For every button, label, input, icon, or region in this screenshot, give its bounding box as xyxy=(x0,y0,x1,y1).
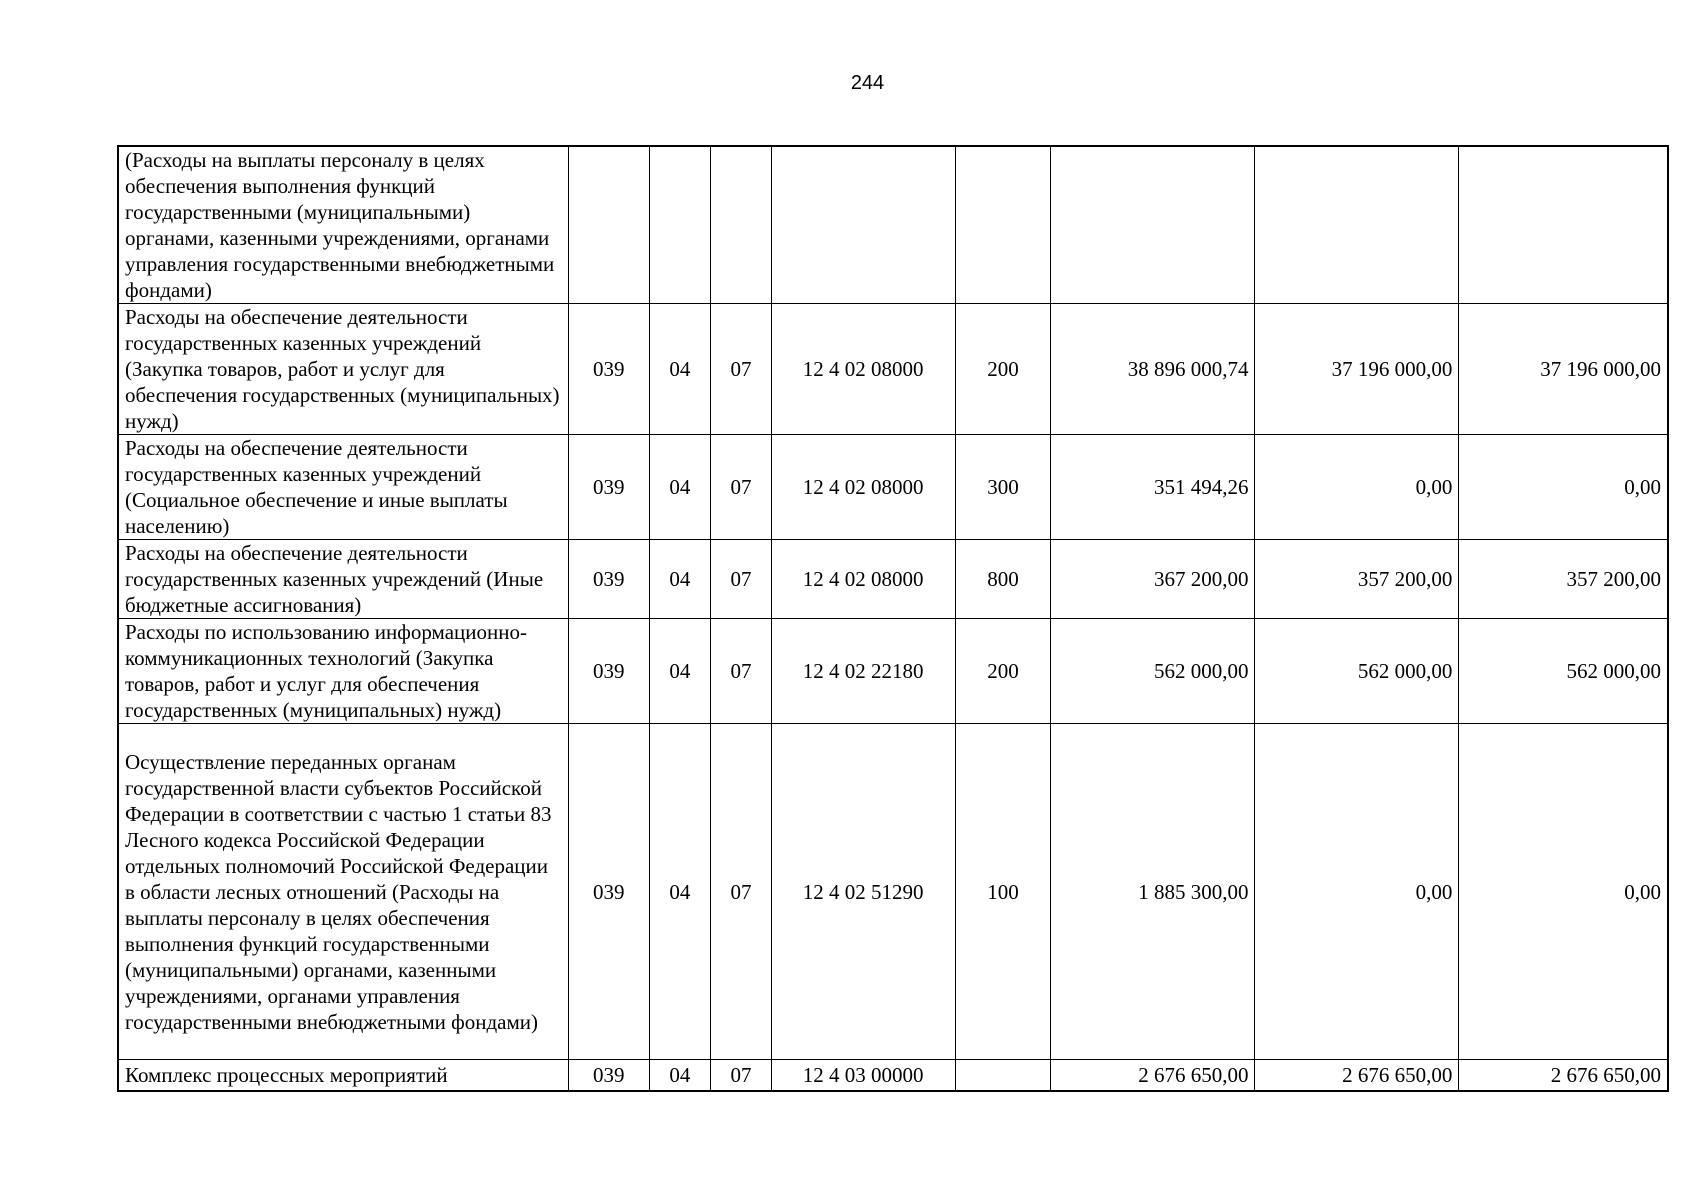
amount-year-1-cell: 2 676 650,00 xyxy=(1051,1060,1255,1091)
amount-year-1-cell: 562 000,00 xyxy=(1051,619,1255,724)
table-row xyxy=(118,146,1668,304)
amount-year-2-cell: 37 196 000,00 xyxy=(1255,304,1459,435)
expense-type-cell xyxy=(955,146,1051,304)
ministry-code-cell: 039 xyxy=(568,724,649,1060)
subsection-code-cell: 07 xyxy=(711,724,772,1060)
amount-year-3-cell xyxy=(1459,146,1668,304)
page-number: 244 xyxy=(850,72,885,94)
budget-table xyxy=(117,145,1669,1092)
ministry-code-cell: 039 xyxy=(568,435,649,540)
target-article-cell: 12 4 02 22180 xyxy=(771,619,955,724)
section-code-cell xyxy=(649,146,711,304)
expense-type-cell: 300 xyxy=(955,435,1051,540)
amount-year-2-cell: 562 000,00 xyxy=(1255,619,1459,724)
subsection-code-cell: 07 xyxy=(711,619,772,724)
amount-year-1-cell xyxy=(1051,146,1255,304)
amount-year-2-cell xyxy=(1255,146,1459,304)
section-code-cell: 04 xyxy=(649,304,711,435)
expense-type-cell: 100 xyxy=(955,724,1051,1060)
row-name-cell: Расходы на обеспечение деятельности государственных казенных учреждений (Иные бюджетные ассигнования) xyxy=(118,540,568,619)
section-code-cell: 04 xyxy=(649,724,711,1060)
amount-year-2-cell: 357 200,00 xyxy=(1255,540,1459,619)
target-article-cell: 12 4 02 08000 xyxy=(771,435,955,540)
amount-year-2-cell: 0,00 xyxy=(1255,435,1459,540)
table-row xyxy=(118,724,1668,1060)
section-code-cell: 04 xyxy=(649,1060,711,1091)
amount-year-2-cell: 2 676 650,00 xyxy=(1255,1060,1459,1091)
subsection-code-cell: 07 xyxy=(711,304,772,435)
section-code-cell: 04 xyxy=(649,540,711,619)
expense-type-cell xyxy=(955,1060,1051,1091)
table-row xyxy=(118,304,1668,435)
target-article-cell: 12 4 02 08000 xyxy=(771,540,955,619)
table-row xyxy=(118,540,1668,619)
amount-year-1-cell: 351 494,26 xyxy=(1051,435,1255,540)
amount-year-2-cell: 0,00 xyxy=(1255,724,1459,1060)
row-name-cell: Расходы на обеспечение деятельности государственных казенных учреждений (Социальное обеспечение и иные выплаты населению) xyxy=(118,435,568,540)
row-name-cell: (Расходы на выплаты персоналу в целях обеспечения выполнения функций государственными (муниципальными) органами, казенными учреждениями, органами управления государственными внебюджетными фондами) xyxy=(118,146,568,304)
amount-year-3-cell: 562 000,00 xyxy=(1459,619,1668,724)
budget-table-body xyxy=(118,146,1668,1091)
subsection-code-cell: 07 xyxy=(711,435,772,540)
row-name-cell: Комплекс процессных мероприятий xyxy=(118,1060,568,1091)
amount-year-3-cell: 0,00 xyxy=(1459,435,1668,540)
table-row xyxy=(118,435,1668,540)
subsection-code-cell: 07 xyxy=(711,1060,772,1091)
table-row xyxy=(118,619,1668,724)
amount-year-3-cell: 2 676 650,00 xyxy=(1459,1060,1668,1091)
ministry-code-cell: 039 xyxy=(568,540,649,619)
expense-type-cell: 200 xyxy=(955,304,1051,435)
amount-year-3-cell: 37 196 000,00 xyxy=(1459,304,1668,435)
ministry-code-cell: 039 xyxy=(568,304,649,435)
ministry-code-cell xyxy=(568,146,649,304)
expense-type-cell: 200 xyxy=(955,619,1051,724)
ministry-code-cell: 039 xyxy=(568,619,649,724)
ministry-code-cell: 039 xyxy=(568,1060,649,1091)
table-row xyxy=(118,1060,1668,1091)
amount-year-3-cell: 357 200,00 xyxy=(1459,540,1668,619)
amount-year-1-cell: 38 896 000,74 xyxy=(1051,304,1255,435)
section-code-cell: 04 xyxy=(649,619,711,724)
amount-year-3-cell: 0,00 xyxy=(1459,724,1668,1060)
subsection-code-cell xyxy=(711,146,772,304)
target-article-cell: 12 4 03 00000 xyxy=(771,1060,955,1091)
row-name-cell: Расходы на обеспечение деятельности государственных казенных учреждений (Закупка товаров, работ и услуг для обеспечения государственных (муниципальных) нужд) xyxy=(118,304,568,435)
target-article-cell: 12 4 02 51290 xyxy=(771,724,955,1060)
amount-year-1-cell: 367 200,00 xyxy=(1051,540,1255,619)
target-article-cell xyxy=(771,146,955,304)
row-name-cell: Осуществление переданных органам государственной власти субъектов Российской Федерации в соответствии с частью 1 статьи 83 Лесного кодекса Российской Федерации отдельных полномочий Российской Федерации в области лесных отношений (Расходы на выплаты персоналу в целях обеспечения выполнения функций государственными (муниципальными) органами, казенными учреждениями, органами управления государственными внебюджетными фондами) xyxy=(118,724,568,1060)
target-article-cell: 12 4 02 08000 xyxy=(771,304,955,435)
section-code-cell: 04 xyxy=(649,435,711,540)
row-name-cell: Расходы по использованию информационно-коммуникационных технологий (Закупка товаров, работ и услуг для обеспечения государственных (муниципальных) нужд) xyxy=(118,619,568,724)
amount-year-1-cell: 1 885 300,00 xyxy=(1051,724,1255,1060)
expense-type-cell: 800 xyxy=(955,540,1051,619)
subsection-code-cell: 07 xyxy=(711,540,772,619)
